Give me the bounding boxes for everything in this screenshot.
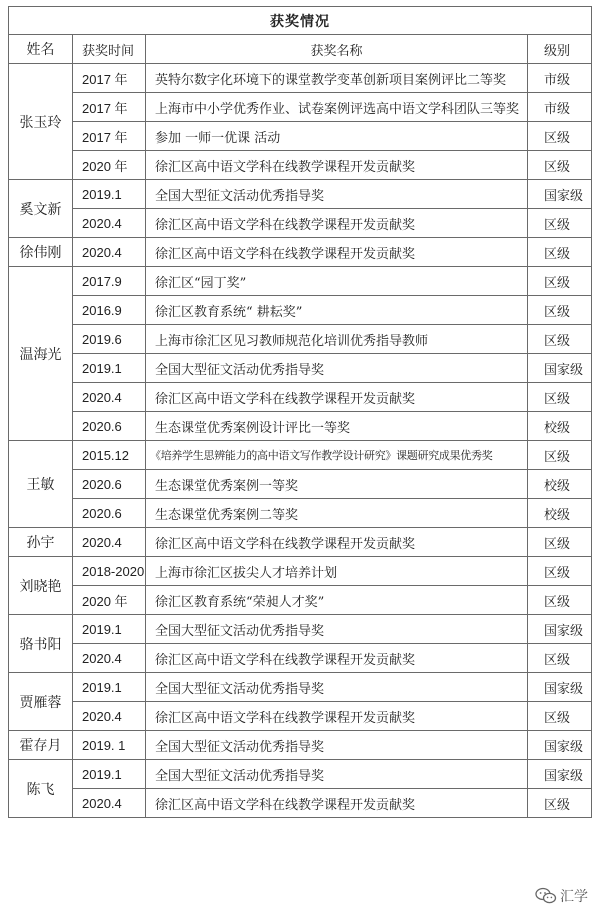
cell-award: 全国大型征文活动优秀指导奖	[146, 673, 528, 702]
table-row	[9, 151, 592, 180]
cell-time: 2020.6	[73, 499, 146, 528]
table-row	[9, 383, 592, 412]
cell-time: 2019.1	[73, 615, 146, 644]
header-row	[9, 35, 592, 64]
cell-time: 2017 年	[73, 93, 146, 122]
cell-time: 2017 年	[73, 122, 146, 151]
cell-level: 国家级	[528, 760, 592, 789]
awards-sheet	[8, 6, 591, 818]
cell-award: 全国大型征文活动优秀指导奖	[146, 615, 528, 644]
cell-level: 区级	[528, 209, 592, 238]
cell-level: 国家级	[528, 354, 592, 383]
cell-level: 国家级	[528, 180, 592, 209]
cell-level: 区级	[528, 702, 592, 731]
cell-time: 2020 年	[73, 151, 146, 180]
table-row	[9, 209, 592, 238]
cell-level: 区级	[528, 151, 592, 180]
cell-time: 2019.1	[73, 760, 146, 789]
cell-award: 全国大型征文活动优秀指导奖	[146, 731, 528, 760]
table-row	[9, 470, 592, 499]
cell-time: 2020.4	[73, 238, 146, 267]
cell-name: 张玉玲	[9, 64, 73, 180]
table-row	[9, 325, 592, 354]
table-title: 获奖情况	[9, 7, 592, 35]
table-row	[9, 760, 592, 789]
cell-level: 区级	[528, 528, 592, 557]
table-row	[9, 731, 592, 760]
cell-time: 2020.4	[73, 528, 146, 557]
cell-time: 2015.12	[73, 441, 146, 470]
cell-award: 生态课堂优秀案例设计评比一等奖	[146, 412, 528, 441]
cell-level: 区级	[528, 325, 592, 354]
cell-award: 徐汇区高中语文学科在线教学课程开发贡献奖	[146, 789, 528, 818]
table-row	[9, 557, 592, 586]
cell-award: 全国大型征文活动优秀指导奖	[146, 354, 528, 383]
cell-award: 徐汇区高中语文学科在线教学课程开发贡献奖	[146, 383, 528, 412]
cell-level: 市级	[528, 93, 592, 122]
table-row	[9, 586, 592, 615]
cell-award: 徐汇区高中语文学科在线教学课程开发贡献奖	[146, 209, 528, 238]
table-row	[9, 122, 592, 151]
cell-name: 王敏	[9, 441, 73, 528]
cell-award: 徐汇区教育系统“荣昶人才奖”	[146, 586, 528, 615]
cell-time: 2020.4	[73, 383, 146, 412]
cell-time: 2017 年	[73, 64, 146, 93]
table-row	[9, 441, 592, 470]
cell-award: 生态课堂优秀案例二等奖	[146, 499, 528, 528]
table-row	[9, 673, 592, 702]
table-row	[9, 238, 592, 267]
cell-award: 参加 一师一优课 活动	[146, 122, 528, 151]
cell-level: 市级	[528, 64, 592, 93]
table-row	[9, 296, 592, 325]
cell-level: 区级	[528, 441, 592, 470]
cell-level: 区级	[528, 557, 592, 586]
cell-award: 上海市徐汇区拔尖人才培养计划	[146, 557, 528, 586]
cell-award: 全国大型征文活动优秀指导奖	[146, 760, 528, 789]
cell-award: 徐汇区高中语文学科在线教学课程开发贡献奖	[146, 238, 528, 267]
cell-level: 区级	[528, 586, 592, 615]
table-row	[9, 93, 592, 122]
cell-award: 全国大型征文活动优秀指导奖	[146, 180, 528, 209]
cell-name: 刘晓艳	[9, 557, 73, 615]
cell-time: 2020 年	[73, 586, 146, 615]
cell-time: 2019.1	[73, 354, 146, 383]
cell-time: 2018-2020	[73, 557, 146, 586]
cell-time: 2019.1	[73, 180, 146, 209]
cell-level: 区级	[528, 383, 592, 412]
cell-level: 国家级	[528, 615, 592, 644]
header-time: 获奖时间	[73, 35, 146, 64]
cell-level: 区级	[528, 644, 592, 673]
cell-name: 骆书阳	[9, 615, 73, 673]
cell-time: 2020.4	[73, 789, 146, 818]
header-award: 获奖名称	[146, 35, 528, 64]
cell-name: 徐伟刚	[9, 238, 73, 267]
cell-name: 霍存月	[9, 731, 73, 760]
table-row	[9, 499, 592, 528]
header-level: 级别	[528, 35, 592, 64]
cell-award: 徐汇区高中语文学科在线教学课程开发贡献奖	[146, 528, 528, 557]
cell-level: 区级	[528, 296, 592, 325]
cell-time: 2020.4	[73, 209, 146, 238]
cell-name: 贾雁蓉	[9, 673, 73, 731]
table-row	[9, 702, 592, 731]
cell-time: 2016.9	[73, 296, 146, 325]
watermark-text: 汇学	[560, 889, 588, 905]
table-row	[9, 267, 592, 296]
cell-name: 孙宇	[9, 528, 73, 557]
cell-level: 区级	[528, 122, 592, 151]
table-row	[9, 354, 592, 383]
table-row	[9, 644, 592, 673]
header-name: 姓名	[9, 35, 73, 64]
table-row	[9, 528, 592, 557]
cell-time: 2019.6	[73, 325, 146, 354]
cell-award: 徐汇区高中语文学科在线教学课程开发贡献奖	[146, 702, 528, 731]
cell-level: 校级	[528, 499, 592, 528]
watermark	[535, 886, 588, 906]
cell-time: 2017.9	[73, 267, 146, 296]
cell-award: 《培养学生思辨能力的高中语文写作教学设计研究》课题研究成果优秀奖	[146, 441, 528, 470]
table-row	[9, 64, 592, 93]
cell-award: 英特尔数字化环境下的课堂教学变革创新项目案例评比二等奖	[146, 64, 528, 93]
awards-table	[8, 6, 592, 818]
cell-time: 2019.1	[73, 673, 146, 702]
cell-name: 温海光	[9, 267, 73, 441]
table-row	[9, 412, 592, 441]
cell-award: 徐汇区高中语文学科在线教学课程开发贡献奖	[146, 151, 528, 180]
wechat-icon	[535, 887, 557, 905]
cell-time: 2019. 1	[73, 731, 146, 760]
cell-name: 奚文新	[9, 180, 73, 238]
cell-time: 2020.6	[73, 470, 146, 499]
cell-level: 区级	[528, 238, 592, 267]
table-row	[9, 789, 592, 818]
title-row	[9, 7, 592, 35]
cell-award: 生态课堂优秀案例一等奖	[146, 470, 528, 499]
table-row	[9, 615, 592, 644]
cell-level: 区级	[528, 267, 592, 296]
cell-award: 徐汇区教育系统“ 耕耘奖”	[146, 296, 528, 325]
cell-level: 区级	[528, 789, 592, 818]
cell-level: 校级	[528, 470, 592, 499]
cell-award: 徐汇区“园丁奖”	[146, 267, 528, 296]
cell-level: 校级	[528, 412, 592, 441]
cell-level: 国家级	[528, 673, 592, 702]
table-row	[9, 180, 592, 209]
cell-award: 上海市中小学优秀作业、试卷案例评选高中语文学科团队三等奖	[146, 93, 528, 122]
cell-time: 2020.4	[73, 644, 146, 673]
cell-award: 上海市徐汇区见习教师规范化培训优秀指导教师	[146, 325, 528, 354]
cell-time: 2020.6	[73, 412, 146, 441]
cell-award: 徐汇区高中语文学科在线教学课程开发贡献奖	[146, 644, 528, 673]
cell-time: 2020.4	[73, 702, 146, 731]
cell-level: 国家级	[528, 731, 592, 760]
cell-name: 陈飞	[9, 760, 73, 818]
